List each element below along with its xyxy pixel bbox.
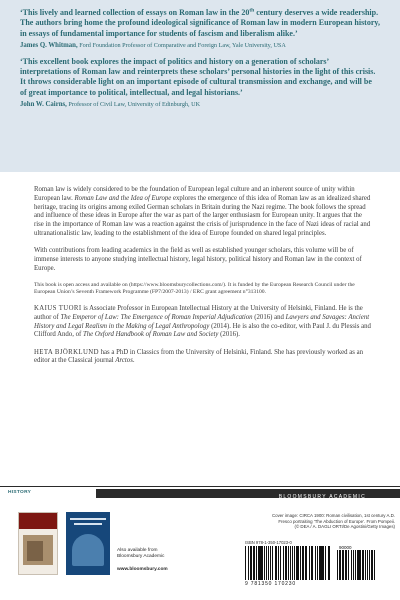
barcode-stripe (245, 546, 246, 580)
open-access-note: This book is open access and available on (https://www.bloomsburycollections.com/). It is funded by the European Research Council under the European Union’s Seventh Framework Programme (FP7/2007-2013) / ERC grant agreement n°313100. (34, 281, 355, 295)
book-title: Roman Law and the Idea of Europe (74, 194, 172, 202)
endorser-name: James Q. Whitman, (20, 41, 78, 49)
cover-title-line (74, 523, 102, 525)
blurb (34, 186, 372, 375)
barcode-stripe (283, 546, 284, 580)
barcode-stripe (298, 546, 299, 580)
blurb-paragraph (34, 186, 372, 239)
endorsement-attribution (20, 101, 380, 109)
barcode-stripe (325, 546, 326, 580)
barcode-stripe (264, 546, 265, 580)
barcode-stripe (256, 546, 257, 580)
barcode-stripe (250, 546, 251, 580)
endorsement-attribution (20, 42, 380, 50)
blurb-paragraph: With contributions from leading academics in the field as well as established younger scholars, this volume will be of immense interests to anyone studying intellectual history, legal history, political history and Roman law in the context of Europe. (34, 247, 362, 272)
addon-number: 90000 (339, 545, 352, 550)
barcode-stripe (251, 546, 252, 580)
bio-text: (2014). He is also the co-editor, with Paul J. du Plessis and Clifford Ando, of (34, 322, 371, 339)
barcode-stripe (359, 550, 360, 580)
bio-text: (2016). (218, 331, 240, 339)
work-title: The Oxford Handbook of Roman Law and Society (82, 331, 219, 339)
endorser-name: John W. Cairns, (20, 101, 67, 109)
work-title: Lawyers and Savages: Ancient History and Legal Realism in the Making of Legal Anthropology (34, 313, 370, 330)
author-name: KAIUS TUORI (34, 305, 82, 313)
footer-bar (0, 486, 400, 500)
author-name: HETA BJÖRKLUND (34, 348, 99, 356)
cover-title-line (70, 518, 106, 520)
quote-text: ‘This lively and learned collection of essays on Roman law in the 20 (20, 8, 250, 17)
endorsement-quote: ‘This excellent book explores the impact of politics and history on a generation of scholars’ interpretations of Roman law and reinterprets these scholars’ personal histories in the light of this crisis. It throws considerable light on an important episode of cultural transmission and exchange, and will be of great importance to political, intellectual, and legal historians.’ (20, 56, 376, 97)
barcode-stripe (329, 546, 330, 580)
barcode-stripe (309, 546, 310, 580)
author-bio (34, 305, 372, 340)
barcode-stripe (340, 550, 341, 580)
credit-line: Fresco portraiting ‘The Abduction of Europe’. From Pompeii. (278, 518, 395, 524)
barcode-stripe (348, 550, 349, 580)
publisher-name: BLOOMSBURY ACADEMIC (278, 493, 366, 500)
credit-line: (© DEA / A. DAGLI ORTI/De Agostini/Getty Images) (294, 524, 395, 529)
cover-image-detail (27, 541, 43, 561)
bio-text: is Associate Professor in European Intellectual History at the University of Helsinki, Finland. He is the author of (34, 305, 363, 321)
barcode-stripe (294, 546, 295, 580)
publisher-band (96, 489, 400, 498)
barcode-stripe (280, 546, 281, 580)
quote-text: century deserves a wide readership. The authors bring home the profound ideological significance of Roman law in modern European history, in essays of fundamental importance for students of fascism and liberalism alike.’ (20, 8, 380, 38)
cover-image (72, 534, 104, 566)
also-text: Bloomsbury Academic (117, 554, 165, 560)
cover-credit (233, 513, 395, 530)
blurb-text: Roman law is widely considered to be the foundation of European legal culture and an inherent source of unity within European law. (34, 186, 355, 202)
addon-bars (337, 550, 375, 580)
barcode-stripe (371, 550, 372, 580)
divider (0, 486, 400, 487)
barcode (245, 540, 375, 590)
journal-title: Arctos (115, 357, 133, 365)
barcode-stripe (369, 550, 370, 580)
related-book-cover (66, 512, 110, 575)
isbn-label: ISBN 978-1-350-17023-0 (245, 540, 292, 545)
barcode-bars (245, 546, 330, 580)
barcode-stripe (342, 550, 343, 580)
barcode-number: 9 781350 170230 (245, 581, 296, 587)
bio-text: has a PhD in Classics from the University of Helsinki, Finland. She has previously worked as an editor at the Classical journal (34, 348, 364, 365)
barcode-stripe (312, 546, 313, 580)
barcode-stripe (353, 550, 354, 580)
barcode-stripe (270, 546, 271, 580)
related-book-cover (18, 512, 58, 575)
category-label: HISTORY (8, 490, 32, 495)
barcode-stripe (292, 546, 293, 580)
endorsement-quote (20, 8, 380, 39)
barcode-stripe (306, 546, 307, 580)
barcode-stripe (288, 546, 289, 580)
bio-text: (2016) and (252, 313, 286, 321)
superscript: th (249, 7, 255, 14)
blurb-text: explores the emergence of this idea of Roman law as an idealized shared heritage, tracing its origins among exiled German scholars in Britain during the Nazi regime. The book follows the spread and influence of these ideas in Europe after the war as part of the larger enthusiasm for European unity. It argues that the rise in the importance of Roman law was a reaction against the crisis of jurisprudence in the face of Nazi ideas of racial and ultranationalistic law, leading to the establishment of the idea of Europe founded on shared legal principles. (34, 194, 371, 237)
barcode-stripe (323, 546, 324, 580)
barcode-stripe (272, 546, 273, 580)
barcode-stripe (266, 546, 267, 580)
also-available-note (117, 548, 168, 573)
endorser-role: Professor of Civil Law, University of Edinburgh, UK (66, 101, 201, 109)
barcode-stripe (315, 546, 316, 580)
bio-text: . (132, 357, 135, 365)
credit-line: Cover image: CIRCA 1900: Roman civilisation, 1st century A.D. (272, 513, 395, 518)
barcode-stripe (355, 550, 356, 580)
publisher-url: www.bloomsbury.com (117, 566, 168, 572)
endorser-role: Ford Foundation Professor of Comparative and Foreign Law, Yale University, USA (77, 41, 286, 49)
also-text: Also available from (117, 548, 158, 553)
author-bio (34, 349, 372, 367)
barcode-stripe (276, 546, 277, 580)
work-title: The Emperor of Law: The Emergence of Roman Imperial Adjudication (60, 313, 253, 321)
cover-band (19, 513, 57, 529)
endorsement-panel (0, 0, 400, 172)
barcode-stripe (319, 546, 320, 580)
